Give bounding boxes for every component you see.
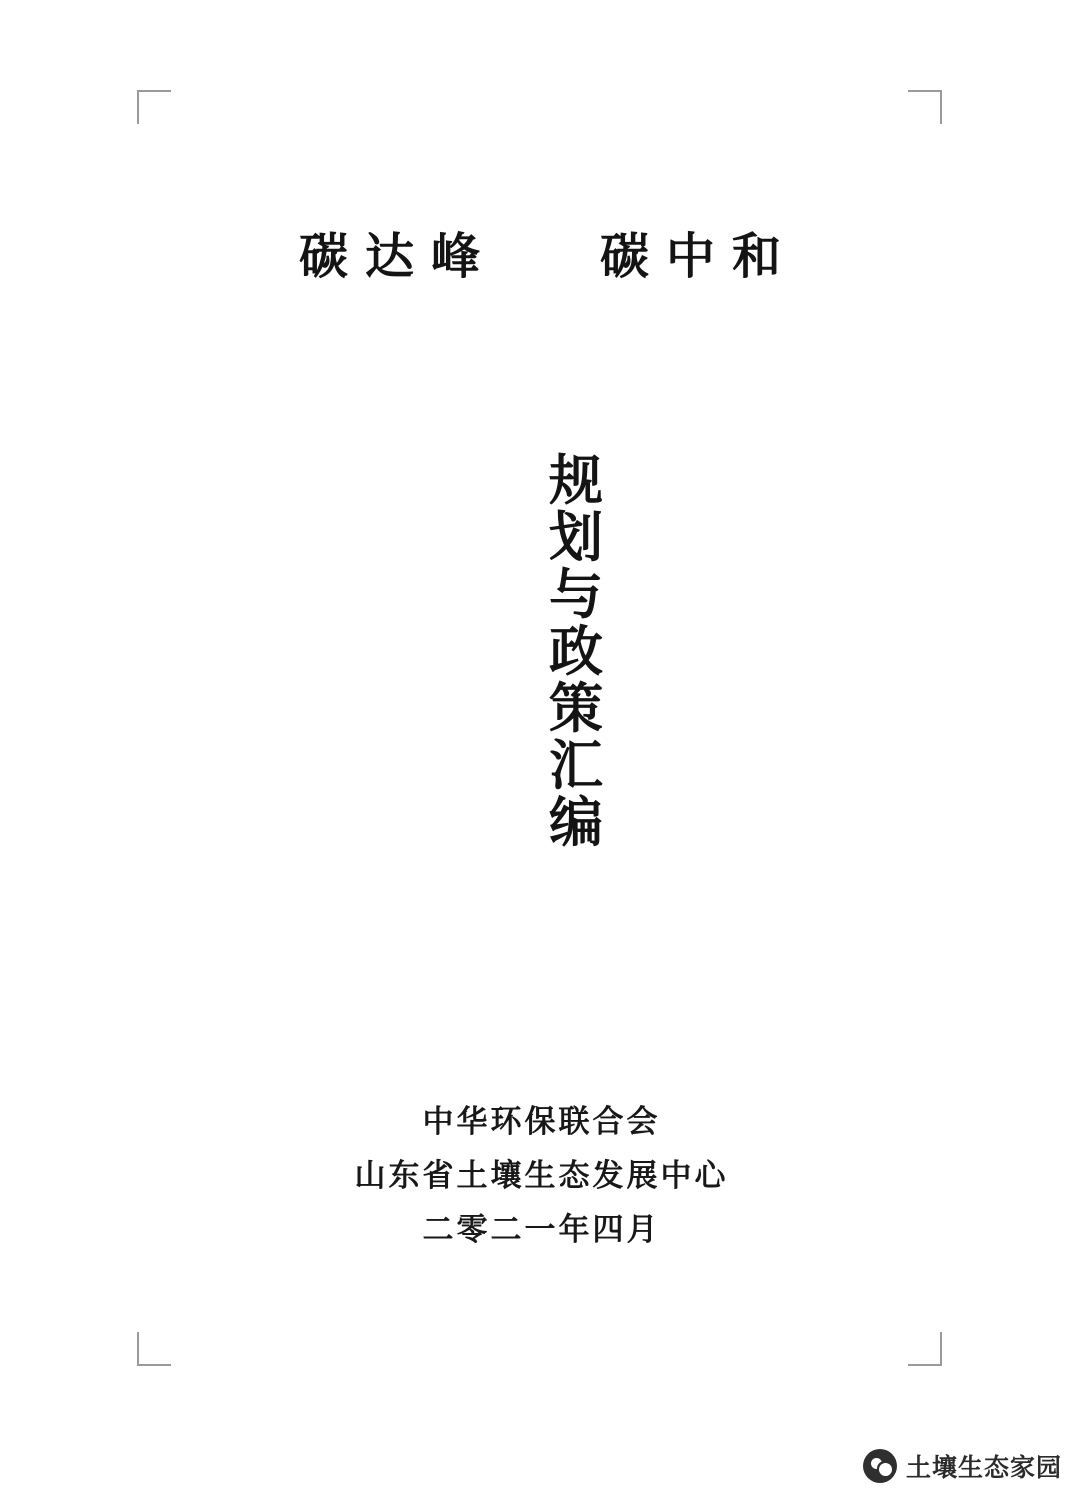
footer-date: 二零二一年四月 — [422, 1212, 661, 1248]
vertical-title-char: 汇 — [549, 733, 603, 797]
heading-part-carbon-peak: 碳达峰 — [298, 227, 497, 285]
vertical-title-char: 策 — [549, 676, 603, 740]
crop-mark-top-right-icon — [908, 90, 942, 124]
crop-mark-top-left-icon — [137, 90, 171, 124]
footer-organization-primary: 中华环保联合会 — [422, 1104, 661, 1140]
vertical-title-char: 划 — [549, 505, 603, 569]
footer-organization-secondary: 山东省土壤生态发展中心 — [354, 1158, 729, 1194]
vertical-title — [0, 448, 1080, 854]
vertical-title-char: 规 — [549, 448, 603, 512]
crop-mark-bottom-right-icon — [908, 1332, 942, 1366]
document-heading — [0, 218, 1080, 288]
heading-part-carbon-neutral: 碳中和 — [600, 227, 799, 285]
watermark-label: 土壤生态家园 — [905, 1453, 1062, 1482]
document-footer — [0, 1095, 1080, 1257]
vertical-title-char: 与 — [549, 562, 603, 626]
vertical-title-char: 编 — [549, 790, 603, 854]
wechat-account-logo-icon — [863, 1449, 897, 1483]
vertical-title-char: 政 — [549, 619, 603, 683]
crop-mark-bottom-left-icon — [137, 1332, 171, 1366]
watermark-badge — [863, 1448, 1062, 1484]
